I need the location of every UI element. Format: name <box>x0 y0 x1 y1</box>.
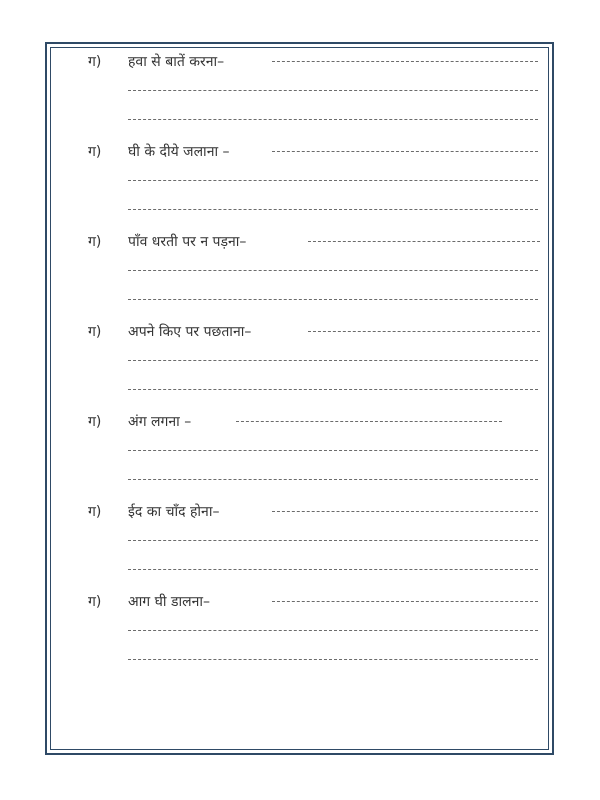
answer-line[interactable] <box>128 360 538 361</box>
worksheet-item <box>0 502 600 582</box>
idiom-phrase: घी के दीये जलाना – <box>128 144 230 160</box>
answer-line[interactable] <box>128 90 538 91</box>
answer-line[interactable] <box>272 601 538 602</box>
answer-line[interactable] <box>128 389 538 390</box>
answer-line[interactable] <box>308 331 540 332</box>
answer-line[interactable] <box>128 299 538 300</box>
item-label: ग) <box>88 324 102 340</box>
worksheet-item <box>0 52 600 132</box>
item-label: ग) <box>88 144 102 160</box>
answer-line[interactable] <box>272 511 538 512</box>
item-label: ग) <box>88 54 102 70</box>
worksheet-item <box>0 412 600 492</box>
answer-line[interactable] <box>128 630 538 631</box>
answer-line[interactable] <box>308 241 540 242</box>
item-label: ग) <box>88 504 102 520</box>
idiom-phrase: अपने किए पर पछताना– <box>128 324 252 340</box>
idiom-phrase: हवा से बातें करना– <box>128 54 225 70</box>
answer-line[interactable] <box>128 119 538 120</box>
answer-line[interactable] <box>272 61 538 62</box>
answer-line[interactable] <box>128 569 538 570</box>
worksheet-item <box>0 142 600 222</box>
answer-line[interactable] <box>128 209 538 210</box>
answer-line[interactable] <box>272 151 538 152</box>
answer-line[interactable] <box>128 450 538 451</box>
worksheet-item <box>0 592 600 672</box>
item-label: ग) <box>88 594 102 610</box>
answer-line[interactable] <box>128 479 538 480</box>
idiom-phrase: अंग लगना – <box>128 414 192 430</box>
answer-line[interactable] <box>236 421 502 422</box>
worksheet-item <box>0 322 600 402</box>
worksheet-item <box>0 232 600 312</box>
answer-line[interactable] <box>128 180 538 181</box>
idiom-phrase: पाँव धरती पर न पड़ना– <box>128 234 247 250</box>
idiom-phrase: आग घी डालना– <box>128 594 210 610</box>
idiom-phrase: ईद का चाँद होना– <box>128 504 220 520</box>
item-label: ग) <box>88 414 102 430</box>
item-label: ग) <box>88 234 102 250</box>
answer-line[interactable] <box>128 540 538 541</box>
answer-line[interactable] <box>128 659 538 660</box>
answer-line[interactable] <box>128 270 538 271</box>
